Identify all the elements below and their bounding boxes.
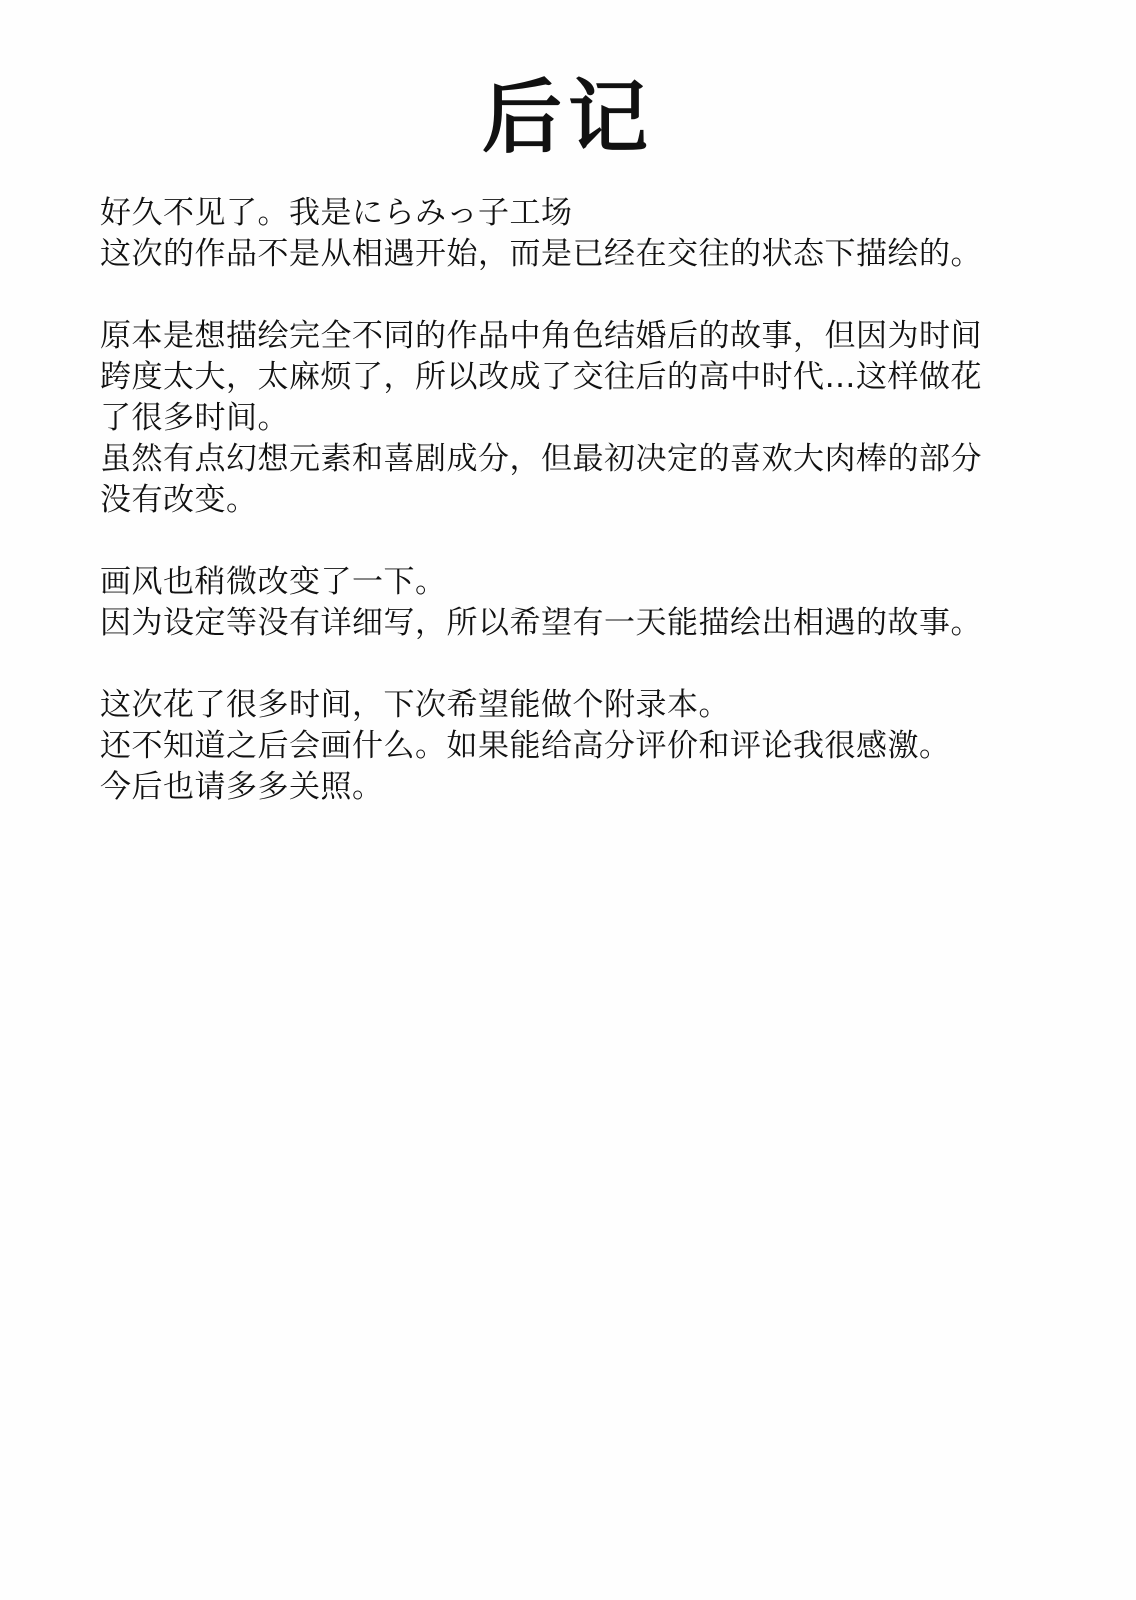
- paragraph-spacer: [100, 275, 1090, 316]
- paragraph-spacer: [100, 521, 1090, 562]
- paragraph-3: [100, 562, 1090, 644]
- text-line: 这次花了很多时间，下次希望能做个附录本。: [100, 687, 730, 723]
- text-line: 画风也稍微改变了一下。: [100, 564, 447, 600]
- paragraph-1: [100, 193, 1090, 275]
- afterword-body: [100, 193, 1090, 808]
- text-line: 这次的作品不是从相遇开始，而是已经在交往的状态下描绘的。: [100, 236, 982, 272]
- text-line: 跨度太大，太麻烦了，所以改成了交往后的高中时代…这样做花: [100, 359, 982, 395]
- text-line: 了很多时间。: [100, 400, 289, 436]
- text-line: 还不知道之后会画什么。如果能给高分评价和评论我很感激。: [100, 728, 951, 764]
- text-line: 因为设定等没有详细写，所以希望有一天能描绘出相遇的故事。: [100, 605, 982, 641]
- text-line: 好久不见了。我是にらみっ子工场: [100, 195, 573, 231]
- paragraph-spacer: [100, 644, 1090, 685]
- text-line: 没有改变。: [100, 482, 258, 518]
- paragraph-4: [100, 685, 1090, 808]
- paragraph-2: [100, 316, 1090, 521]
- text-line: 今后也请多多关照。: [100, 769, 384, 805]
- text-line: 原本是想描绘完全不同的作品中角色结婚后的故事，但因为时间: [100, 318, 982, 354]
- page-title: 后记: [482, 71, 654, 164]
- text-line: 虽然有点幻想元素和喜剧成分，但最初决定的喜欢大肉棒的部分: [100, 441, 982, 477]
